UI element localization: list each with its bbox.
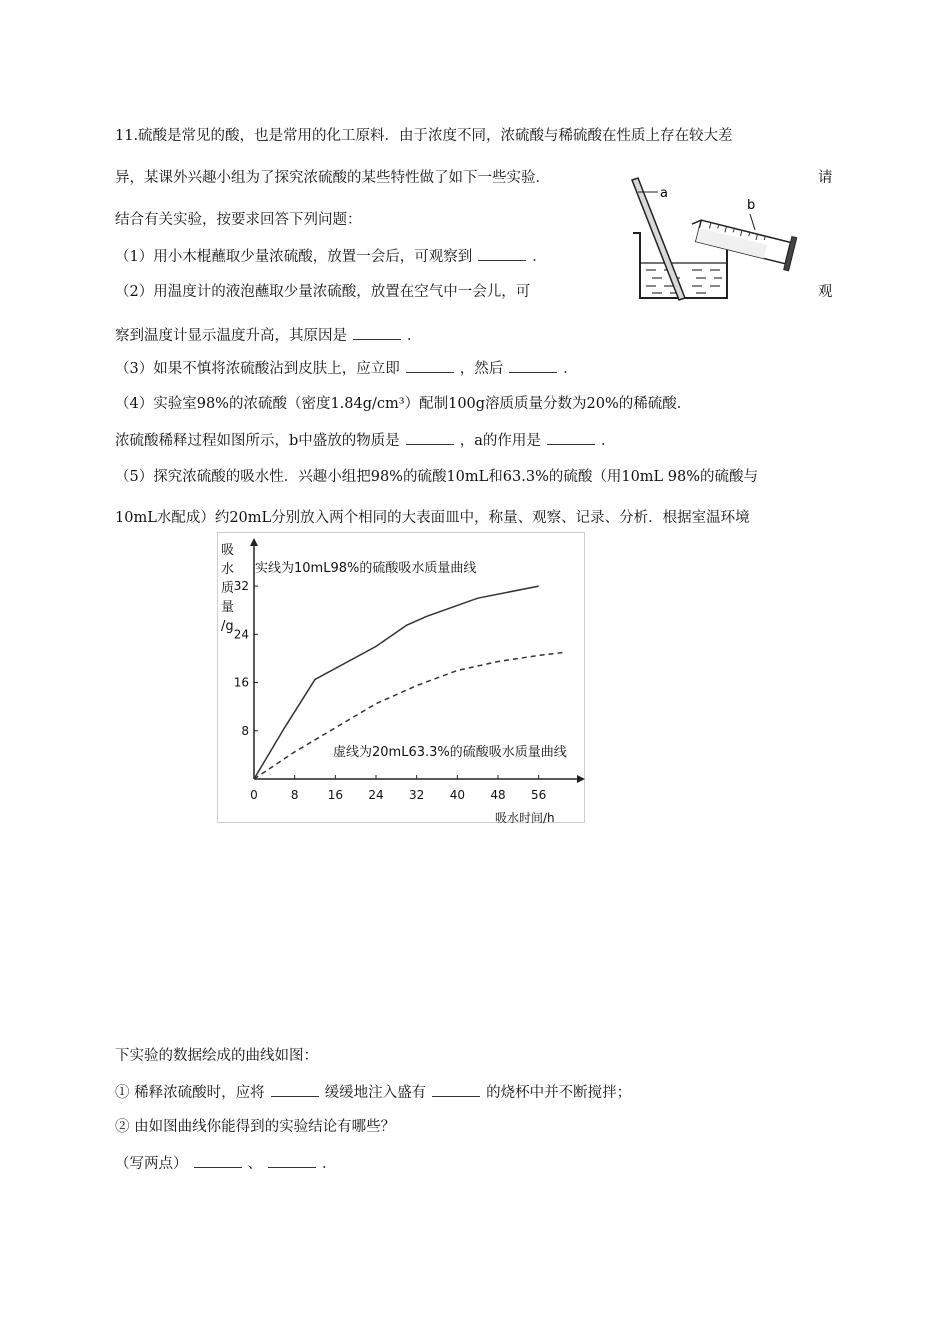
x-axis-label: 吸水时间/h — [495, 811, 555, 824]
part-3 — [115, 358, 578, 379]
answer-blank-3b[interactable] — [509, 358, 557, 373]
part-2-line-2 — [115, 325, 422, 346]
y-axis-label-char: /g — [221, 619, 234, 634]
answer-blank-s1b[interactable] — [432, 1082, 480, 1097]
part-3-text: （3）如果不慎将浓硫酸沾到皮肤上，应立即 — [115, 361, 400, 377]
part-4-line-2 — [115, 430, 615, 451]
part-3-mid: ，然后 — [459, 361, 504, 377]
x-tick-label: 48 — [490, 788, 506, 802]
x-tick-label: 8 — [290, 788, 299, 802]
y-axis-label-char: 吸 — [221, 543, 235, 558]
answer-blank-s1a[interactable] — [271, 1082, 319, 1097]
part-2-end: ． — [407, 328, 422, 344]
y-axis-label — [221, 543, 234, 634]
x-tick-label: 0 — [250, 788, 258, 802]
part-5-line-1: （5）探究浓硫酸的吸水性．兴趣小组把98%的硫酸10mL和63.3%的硫酸（用10mL 98%的硫酸与 — [115, 469, 759, 485]
sub-1-mid: 缓缓地注入盛有 — [324, 1085, 427, 1101]
sub-3-mid: 、 — [247, 1156, 262, 1172]
part-4-text: 浓硫酸稀释过程如图所示，b中盛放的物质是 — [115, 433, 400, 449]
x-tick-label: 56 — [531, 788, 547, 802]
y-axis-label-char: 质 — [221, 581, 235, 596]
part-2-text: 察到温度计显示温度升高，其原因是 — [115, 328, 347, 344]
y-axis-label-char: 水 — [221, 562, 235, 577]
y-axis-label-char: 量 — [221, 600, 235, 615]
label-b-pointer — [750, 214, 755, 230]
part-1-end: ． — [532, 249, 547, 265]
sub-3-end: ． — [322, 1156, 337, 1172]
answer-blank-4b[interactable] — [547, 430, 595, 445]
q11-intro-line-2: 异，某课外兴趣小组为了探究浓硫酸的某些特性做了如下一些实验． — [115, 170, 550, 186]
answer-blank-1[interactable] — [478, 246, 526, 261]
answer-blank-4a[interactable] — [406, 430, 454, 445]
x-tick-label: 16 — [327, 788, 343, 802]
part-5-line-3: 下实验的数据绘成的曲线如图： — [115, 1048, 318, 1064]
sub-question-2: ② 由如图曲线你能得到的实验结论有哪些？ — [115, 1119, 396, 1135]
y-tick-label: 16 — [233, 675, 249, 690]
x-tick-label: 24 — [368, 788, 384, 802]
dilution-apparatus-figure — [630, 170, 810, 305]
part-1 — [115, 246, 547, 267]
part-3-end: ． — [563, 361, 578, 377]
water-absorption-chart — [217, 532, 587, 824]
part-4-mid: ，a的作用是 — [459, 433, 541, 449]
part-4-line-1: （4）实验室98%的浓硫酸（密度1.84g/cm³）配制100g溶质质量分数为20%的稀硫酸． — [115, 396, 692, 412]
y-tick-label: 8 — [241, 723, 249, 738]
label-b: b — [747, 198, 756, 213]
part-4-end: ． — [600, 433, 616, 449]
sub-question-3 — [115, 1153, 337, 1174]
part-2-line-1: （2）用温度计的液泡蘸取少量浓硫酸，放置在空气中一会儿，可 — [115, 284, 531, 300]
y-tick-label: 24 — [233, 627, 249, 642]
graduated-cylinder-b — [687, 212, 797, 270]
x-tick-label: 32 — [409, 788, 425, 802]
label-a: a — [660, 186, 668, 201]
answer-blank-s3b[interactable] — [268, 1153, 316, 1168]
answer-blank-s3a[interactable] — [194, 1153, 242, 1168]
q11-intro-line-3: 结合有关实验，按要求回答下列问题： — [115, 212, 362, 228]
legend-dashed: 虚线为20mL63.3%的硫酸吸水质量曲线 — [333, 745, 567, 760]
legend-solid: 实线为10mL98%的硫酸吸水质量曲线 — [255, 561, 477, 576]
part-5-line-2: 10mL水配成）约20mL分别放入两个相同的大表面皿中，称量、观察、记录、分析．根据室温环境 — [115, 510, 750, 526]
answer-blank-3a[interactable] — [406, 358, 454, 373]
q11-intro-line-1: 11.硫酸是常见的酸，也是常用的化工原料．由于浓度不同，浓硫酸与稀硫酸在性质上存在较大差 — [115, 128, 733, 144]
sub-3-text: （写两点） — [115, 1156, 188, 1172]
answer-blank-2[interactable] — [353, 325, 401, 340]
sub-question-1 — [115, 1082, 631, 1103]
x-tick-label: 40 — [449, 788, 465, 802]
sub-1-text: ① 稀释浓硫酸时，应将 — [115, 1085, 265, 1101]
part-2-line-1-end: 观 — [818, 284, 833, 300]
sub-1-end: 的烧杯中并不断搅拌； — [486, 1085, 632, 1101]
q11-intro-line-2-end: 请 — [818, 170, 833, 186]
part-1-text: （1）用小木棍蘸取少量浓硫酸，放置一会后，可观察到 — [115, 249, 473, 265]
y-tick-label: 32 — [233, 579, 249, 594]
liquid-hatching — [646, 270, 722, 293]
